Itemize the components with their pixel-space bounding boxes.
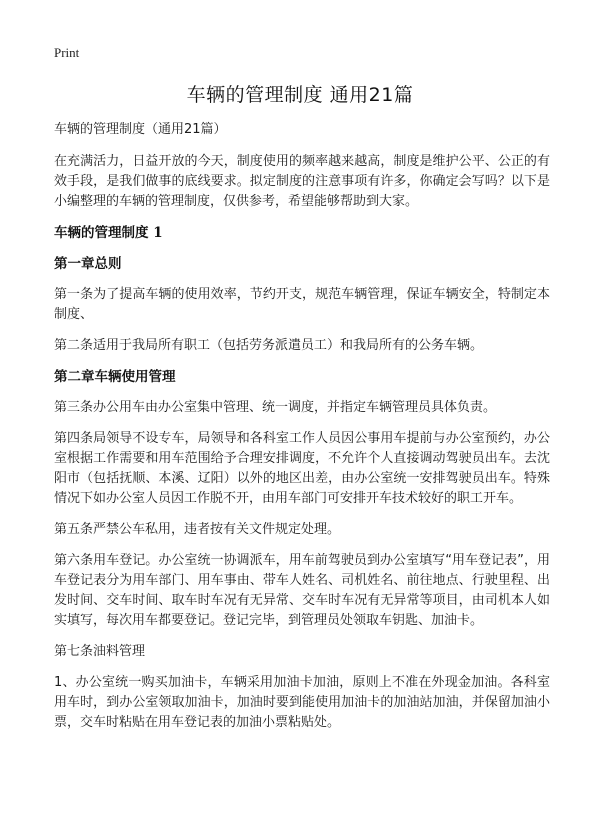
section-heading: 车辆的管理制度 1: [54, 225, 163, 241]
article-3: 第三条办公用车由办公室集中管理、统一调度，并指定车辆管理员具体负责。: [54, 400, 497, 415]
article-4: 第四条局领导不设专车，局领导和各科室工作人员因公事用车提前与办公室预约，办公室根据工作需要和用车范围给予合理安排调度，不允许个人直接调动驾驶员出车。去沈阳市（包括抚顺、本溪、辽阳）以外的地区出差，由办公室统一安排驾驶员出车。特殊情况下如办公室人员因工作脱不开，由用车部门可安排开车技术较好的职工开车。: [54, 431, 550, 506]
article-6: 第六条用车登记。办公室统一协调派车，用车前驾驶员到办公室填写“用车登记表”，用车登记表分为用车部门、用车事由、带车人姓名、司机姓名、前往地点、行驶里程、出发时间、交车时间、取车时车况有无异常、交车时车况有无异常等项目，由司机本人如实填写，每次用车都要登记。登记完毕，到管理员处领取车钥匙、加油卡。: [54, 553, 550, 628]
article-7-item-1: 1、办公室统一购买加油卡，车辆采用加油卡加油，原则上不准在外现金加油。各科室用车时，到办公室领取加油卡，加油时要到能使用加油卡的加油站加油，并保留加油小票，交车时粘贴在用车登记表的加油小票粘贴处。: [54, 675, 550, 730]
article-1: 第一条为了提高车辆的使用效率，节约开支，规范车辆管理，保证车辆安全，特制定本制度、: [54, 287, 550, 322]
print-link[interactable]: Print: [54, 45, 80, 60]
article-2: 第二条适用于我局所有职工（包括劳务派遣员工）和我局所有的公务车辆。: [54, 338, 484, 353]
chapter-2-heading: 第二章车辆使用管理: [54, 369, 176, 385]
article-5: 第五条严禁公车私用，违者按有关文件规定处理。: [54, 522, 341, 537]
page-title: 车辆的管理制度 通用21篇: [186, 84, 414, 106]
intro-paragraph: 在充满活力，日益开放的今天，制度使用的频率越来越高，制度是维护公平、公正的有效手段，是我们做事的底线要求。拟定制度的注意事项有许多，你确定会写吗？以下是小编整理的车辆的管理制度，仅供参考，希望能够帮助到大家。: [54, 154, 550, 209]
chapter-1-heading: 第一章总则: [54, 256, 122, 272]
document-body: [54, 120, 550, 744]
document-subtitle: 车辆的管理制度（通用21篇）: [54, 122, 227, 137]
article-7-heading: 第七条油料管理: [54, 644, 146, 659]
